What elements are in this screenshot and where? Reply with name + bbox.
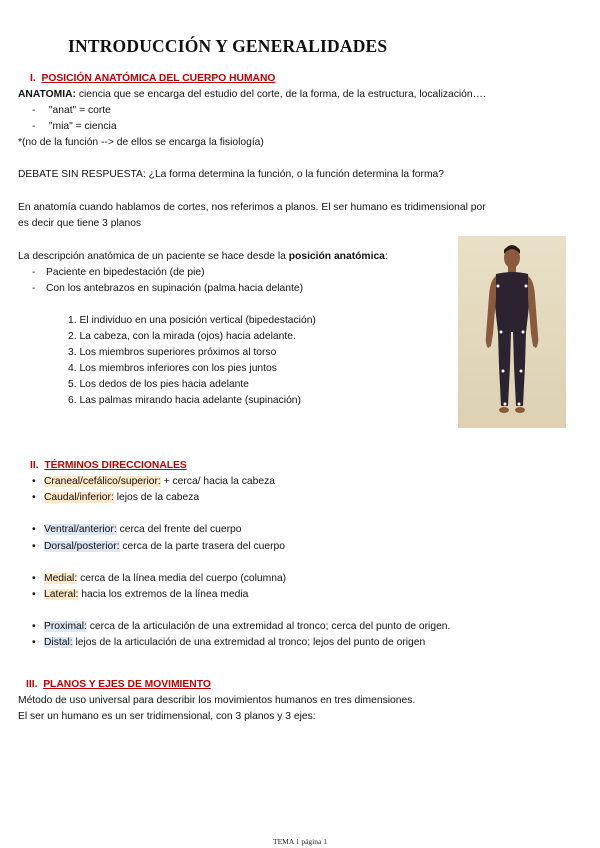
person-figure xyxy=(458,236,566,428)
numbered-item: 1. El individuo en una posición vertical (bipedestación) xyxy=(68,315,316,326)
anatomical-position-intro: La descripción anatómica de un paciente se hace desde la posición anatómica: xyxy=(18,251,388,262)
page-title: INTRODUCCIÓN Y GENERALIDADES xyxy=(68,36,388,56)
term-item: • Dorsal/posterior: cerca de la parte trasera del cuerpo xyxy=(32,541,285,552)
cortes-line-1: En anatomía cuando hablamos de cortes, nos referimos a planos. El ser humano es tridimensional por xyxy=(18,202,486,213)
anatomical-position-photo xyxy=(458,236,566,428)
section-3-line-1: Método de uso universal para describir los movimientos humanos en tres dimensiones. xyxy=(18,695,416,706)
numbered-item: 4. Los miembros inferiores con los pies juntos xyxy=(68,363,277,374)
term-item: • Caudal/inferior: lejos de la cabeza xyxy=(32,492,200,503)
term-item: • Distal: lejos de la articulación de una extremidad al tronco; lejos del punto de origen xyxy=(32,637,426,648)
position-dash-item: - Con los antebrazos en supinación (palma hacia delante) xyxy=(32,283,304,294)
section-2-heading: II. TÉRMINOS DIRECCIONALES xyxy=(30,460,187,471)
term-item: • Medial: cerca de la línea media del cuerpo (columna) xyxy=(32,573,287,584)
section-3-heading: III. PLANOS Y EJES DE MOVIMIENTO xyxy=(26,679,211,690)
term-item: • Craneal/cefálico/superior: + cerca/ hacia la cabeza xyxy=(32,476,275,487)
cortes-line-2: es decir que tiene 3 planos xyxy=(18,218,142,229)
numbered-item: 2. La cabeza, con la mirada (ojos) hacia adelante. xyxy=(68,331,296,342)
term-item: • Lateral: hacia los extremos de la línea media xyxy=(32,589,249,600)
numbered-item: 3. Los miembros superiores próximos al torso xyxy=(68,347,277,358)
numbered-item: 5. Los dedos de los pies hacia adelante xyxy=(68,379,249,390)
page-footer: TEMA 1 página 1 xyxy=(273,837,327,846)
etym-item: - "anat" = corte xyxy=(32,105,111,116)
function-note: *(no de la función --> de ellos se encarga la fisiología) xyxy=(18,137,264,148)
section-1-heading: I. POSICIÓN ANATÓMICA DEL CUERPO HUMANO xyxy=(30,73,276,84)
etym-item: - "mia" = ciencia xyxy=(32,121,117,132)
anatomia-definition: ANATOMIA: ciencia que se encarga del estudio del corte, de la forma, de la estructura, localización…. xyxy=(18,89,486,100)
section-3-line-2: El ser un humano es un ser tridimensional, con 3 planos y 3 ejes: xyxy=(18,711,316,722)
position-dash-item: - Paciente en bipedestación (de pie) xyxy=(32,267,205,278)
term-item: • Proximal: cerca de la articulación de una extremidad al tronco; cerca del punto de origen. xyxy=(32,621,451,632)
numbered-item: 6. Las palmas mirando hacia adelante (supinación) xyxy=(68,395,301,406)
debate-line: DEBATE SIN RESPUESTA: ¿La forma determina la función, o la función determina la forma? xyxy=(18,169,444,180)
term-item: • Ventral/anterior: cerca del frente del cuerpo xyxy=(32,524,242,535)
